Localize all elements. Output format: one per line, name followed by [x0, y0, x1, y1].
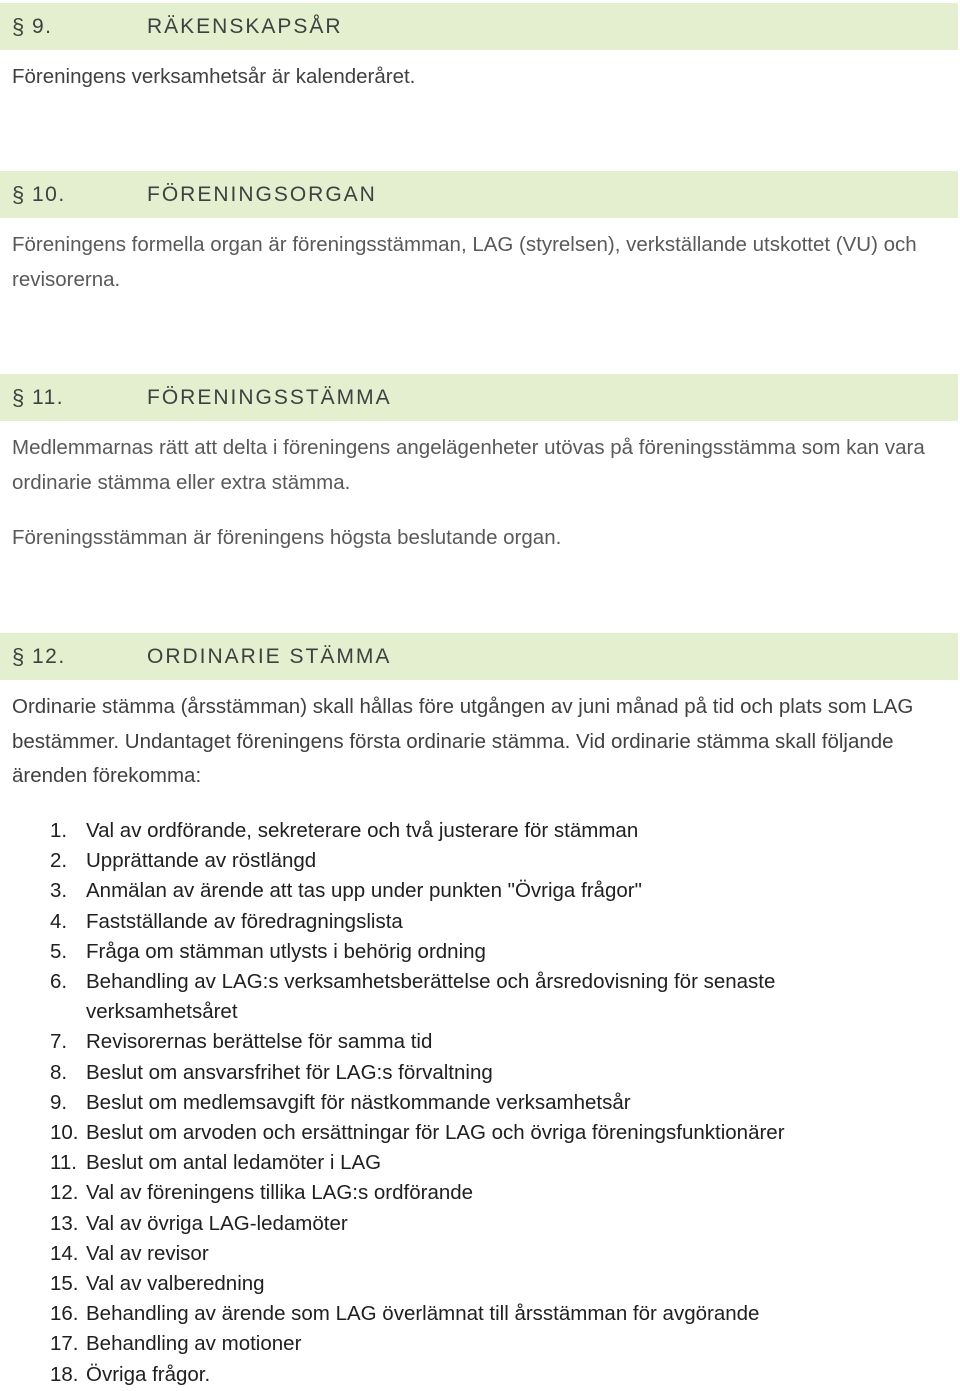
list-item [50, 846, 910, 876]
agenda-list [50, 816, 910, 1390]
list-item-number: 13. [50, 1211, 79, 1235]
list-item-number: 18. [50, 1362, 79, 1386]
list-item [50, 1299, 910, 1329]
list-item-text: Val av ordförande, sekreterare och två justerare för stämman [86, 819, 639, 842]
list-item-number: 10. [50, 1121, 79, 1145]
section-sign: § [12, 13, 25, 39]
list-item-number: 14. [50, 1241, 79, 1265]
list-item-number: 2. [50, 849, 68, 873]
list-item-number: 15. [50, 1272, 79, 1296]
section-header-12 [0, 633, 958, 680]
list-item [50, 937, 910, 967]
list-item-text: Behandling av ärende som LAG överlämnat till årsstämman för avgörande [86, 1302, 760, 1326]
list-item-text: Beslut om arvoden och ersättningar för LAG och övriga föreningsfunktionärer [86, 1121, 785, 1145]
list-item-number: 1. [50, 819, 68, 842]
section-title: FÖRENINGSORGAN [147, 182, 377, 206]
list-item-number: 3. [50, 879, 68, 903]
list-item [50, 1209, 910, 1239]
list-item-number: 16. [50, 1302, 79, 1326]
list-item-text: Revisorernas berättelse för samma tid [86, 1030, 433, 1054]
list-item-text: Beslut om antal ledamöter i LAG [86, 1151, 382, 1175]
list-item-number: 17. [50, 1332, 79, 1356]
list-item-text: Fastställande av föredragningslista [86, 909, 403, 933]
section-number: 11. [32, 385, 65, 409]
list-item-text: Övriga frågor. [86, 1362, 211, 1386]
list-item-text: Anmälan av ärende att tas upp under punkten "Övriga frågor" [86, 879, 642, 903]
list-item-text: Fråga om stämman utlysts i behörig ordning [86, 939, 486, 963]
list-item-number: 9. [50, 1090, 68, 1114]
list-item [50, 1118, 910, 1148]
section-10-paragraph: Föreningens formella organ är föreningsstämman, LAG (styrelsen), verkställande utskottet (VU) och revisorerna. [12, 233, 917, 291]
list-item-text: Upprättande av röstlängd [86, 849, 317, 873]
section-sign: § [12, 181, 25, 207]
list-item-text: Behandling av motioner [86, 1332, 302, 1356]
section-number: 10. [32, 182, 66, 206]
section-title: RÄKENSKAPSÅR [147, 14, 343, 38]
section-sign: § [12, 384, 25, 410]
section-sign: § [12, 643, 25, 669]
section-9-paragraph: Föreningens verksamhetsår är kalenderåret. [12, 65, 416, 88]
list-item-text: Val av föreningens tillika LAG:s ordförande [86, 1181, 474, 1205]
list-item [50, 876, 910, 906]
list-item [50, 1148, 910, 1178]
list-item [50, 816, 910, 846]
section-11-paragraph-1: Medlemmarnas rätt att delta i föreningens angelägenheter utövas på föreningsstämma som kan vara ordinarie stämma eller extra stämma. [12, 436, 925, 494]
section-header-11 [0, 374, 958, 421]
section-title: FÖRENINGSSTÄMMA [147, 385, 392, 409]
list-item-number: 5. [50, 939, 68, 963]
list-item [50, 1269, 910, 1299]
list-item [50, 907, 910, 937]
list-item-number: 11. [50, 1151, 77, 1175]
list-item-text: Beslut om ansvarsfrihet för LAG:s förvaltning [86, 1060, 493, 1084]
list-item [50, 1360, 910, 1390]
list-item-number: 7. [50, 1030, 68, 1054]
section-number: 9. [32, 14, 53, 38]
list-item-text: Behandling av LAG:s verksamhetsberättelse och årsredovisning för senaste verksamhetsåret [86, 970, 776, 1024]
list-item [50, 1027, 910, 1057]
list-item [50, 1058, 910, 1088]
list-item-text: Beslut om medlemsavgift för nästkommande verksamhetsår [86, 1090, 631, 1114]
list-item [50, 1088, 910, 1118]
list-item-text: Val av revisor [86, 1241, 209, 1265]
list-item-number: 4. [50, 909, 68, 933]
section-header-10 [0, 171, 958, 218]
section-header-9 [0, 3, 958, 50]
list-item [50, 967, 910, 1027]
section-number: 12. [32, 644, 66, 668]
section-11-paragraph-2: Föreningsstämman är föreningens högsta beslutande organ. [12, 526, 562, 549]
list-item [50, 1178, 910, 1208]
list-item-number: 6. [50, 970, 68, 994]
list-item-number: 12. [50, 1181, 79, 1205]
list-item [50, 1329, 910, 1359]
list-item-number: 8. [50, 1060, 68, 1084]
section-12-paragraph: Ordinarie stämma (årsstämman) skall hållas före utgången av juni månad på tid och plats som LAG bestämmer. Undantaget föreningens första ordinarie stämma. Vid ordinarie stämma skall följande ärenden förekomma: [12, 695, 914, 787]
section-title: ORDINARIE STÄMMA [147, 644, 392, 668]
list-item [50, 1239, 910, 1269]
list-item-text: Val av valberedning [86, 1272, 265, 1296]
list-item-text: Val av övriga LAG-ledamöter [86, 1211, 348, 1235]
